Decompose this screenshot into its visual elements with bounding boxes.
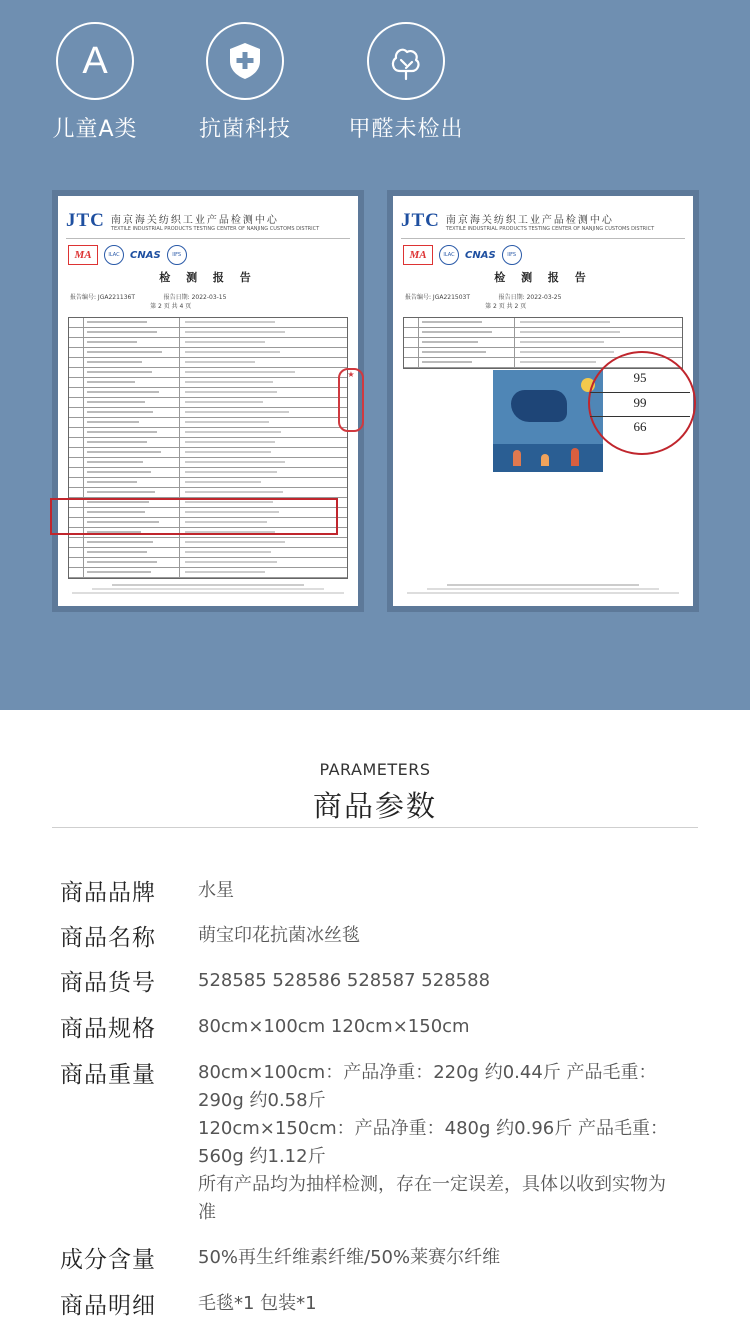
report-center-name-en: TEXTILE INDUSTRIAL PRODUCTS TESTING CENTER OF NANJING CUSTOMS DISTRICT (110, 225, 320, 232)
param-label: 商品规格 (60, 1016, 156, 1042)
feature-label: 抗菌科技 (198, 117, 291, 142)
ilac-mra-logo: ILAC (104, 245, 124, 265)
tree-icon (367, 22, 445, 100)
cnas-logo: CNAS (130, 249, 161, 261)
highlight-box-formaldehyde (50, 498, 338, 535)
ma-logo: MA (403, 245, 433, 265)
antibacterial-value-1: 95 (633, 370, 647, 385)
certification-logos (403, 245, 683, 265)
iifs-logo: IIFS (167, 245, 187, 265)
report-footer (72, 582, 344, 596)
report-center-name-en: TEXTILE INDUSTRIAL PRODUCTS TESTING CENTER OF NANJING CUSTOMS DISTRICT (445, 225, 655, 232)
param-label: 成分含量 (60, 1247, 156, 1273)
cnas-logo: CNAS (465, 249, 496, 261)
svg-text:A: A (82, 41, 108, 81)
jtc-logo: JTC (66, 210, 105, 231)
report-center-name: 南京海关纺织工业产品检测中心 (445, 214, 614, 226)
report-meta (70, 293, 346, 311)
report-meta (405, 293, 681, 311)
param-value: 528585 528586 528587 528588 (198, 970, 491, 991)
param-value: 萌宝印花抗菌冰丝毯 (198, 925, 360, 946)
antibacterial-value-2: 99 (633, 395, 647, 410)
ma-logo: MA (68, 245, 98, 265)
param-value: 80cm×100cm 120cm×150cm (198, 1016, 470, 1037)
report-header (401, 204, 685, 239)
report-results-table (68, 317, 348, 579)
param-label: 商品名称 (60, 925, 156, 951)
report-page: 第 2 页 共 2 页 (485, 303, 527, 310)
report-number: 报告编号: JGA221136T (70, 294, 136, 301)
feature-no-formaldehyde (326, 22, 486, 143)
param-label: 商品明细 (60, 1293, 156, 1319)
report-header (66, 204, 350, 239)
param-label: 商品货号 (60, 970, 156, 996)
antibacterial-value-3: 66 (633, 419, 647, 434)
param-value: 80cm×100cm：产品净重：220g 约0.44斤 产品毛重：290g 约0.58斤 120cm×150cm：产品净重：480g 约0.96斤 产品毛重：560g 约1.12斤 所有产品均为抽样检测，存在一定误差，具体以收到实物为准 (198, 1062, 668, 1223)
param-label: 商品品牌 (60, 880, 156, 906)
report-title: 检 测 报 告 (494, 271, 592, 284)
report-footer (407, 582, 679, 596)
params-title-cn: 商品参数 (312, 789, 437, 823)
param-value: 50%再生纤维素纤维/50%莱赛尔纤维 (198, 1247, 501, 1268)
iifs-logo: IIFS (502, 245, 522, 265)
sample-photo-blanket (493, 370, 603, 472)
report-date: 报告日期: 2022-03-15 (163, 294, 227, 301)
certification-logos (68, 245, 348, 265)
report-title: 检 测 报 告 (159, 271, 257, 284)
report-page: 第 2 页 共 4 页 (150, 303, 192, 310)
letter-a-icon (56, 22, 134, 100)
params-title-en: PARAMETERS (319, 760, 431, 779)
value-divider (590, 392, 690, 393)
param-label: 商品重量 (60, 1062, 156, 1088)
value-divider (590, 416, 690, 417)
shield-plus-icon (206, 22, 284, 100)
feature-label: 儿童A类 (52, 117, 138, 142)
feature-label: 甲醛未检出 (348, 117, 464, 142)
report-number: 报告编号: JGA221503T (405, 294, 471, 301)
section-divider (52, 827, 698, 828)
feature-antibacterial (165, 22, 325, 143)
red-stamp-seal: ★ (338, 368, 364, 432)
param-value: 水星 (198, 880, 234, 901)
jtc-logo: JTC (401, 210, 440, 231)
param-value: 毛毯*1 包装*1 (198, 1293, 317, 1314)
test-report-document-1 (58, 196, 358, 606)
feature-kids-class-a (15, 22, 175, 143)
ilac-mra-logo: ILAC (439, 245, 459, 265)
report-center-name: 南京海关纺织工业产品检测中心 (110, 214, 279, 226)
report-date: 报告日期: 2022-03-25 (498, 294, 562, 301)
